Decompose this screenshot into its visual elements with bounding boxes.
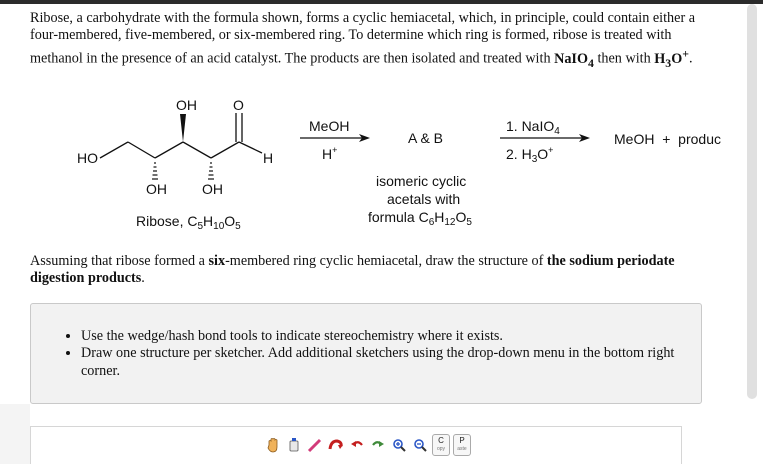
- instruction-item: • Use the wedge/hash bond tools to indicate stereochemistry where it exists.: [81, 328, 701, 345]
- instruction-item: • Draw one structure per sketcher. Add additional sketchers using the drop-down menu in the bottom right corner.: [81, 345, 701, 380]
- redo-icon[interactable]: [369, 435, 387, 455]
- label-oh-bottom-1: OH: [146, 181, 167, 197]
- erase-icon[interactable]: [285, 435, 303, 455]
- step1-catalyst: H+: [322, 145, 338, 162]
- intermediates-label: A & B: [408, 130, 444, 146]
- hand-icon[interactable]: [264, 435, 282, 455]
- isomeric-line-2: acetals with: [387, 191, 461, 207]
- lasso-icon[interactable]: [327, 435, 345, 455]
- ribose-formula: Ribose, $C_5H_{10}O_5$: [136, 213, 241, 232]
- label-o-top: O: [233, 97, 244, 113]
- label-oh-bottom-2: OH: [202, 181, 223, 197]
- label-ho: HO: [77, 150, 98, 166]
- step2-reagent-2: 2. $H_3O^+$: [506, 145, 554, 165]
- undo-icon[interactable]: [348, 435, 366, 455]
- label-h: H: [263, 150, 274, 166]
- side-panel: [0, 404, 30, 464]
- question-text: Ribose, a carbohydrate with the formula shown, forms a cyclic hemiacetal, which, in principle, could contain either a four-membered, five-membered, or six-membered ring. To determine which ring is formed, ribose is treated with methanol in the presence of an acid catalyst. The products are then isolated and treated with NaIO$_4$ then with $H_3O^+$.: [30, 10, 696, 70]
- isomeric-formula: formula $C_6H_{12}O_5$: [368, 209, 472, 228]
- hash-bond-2: [208, 163, 214, 179]
- reaction-scheme: [0, 85, 763, 245]
- wedge-bond: [180, 114, 186, 142]
- step1-reagent: MeOH: [309, 118, 350, 134]
- reagent-naio4: NaIO$_4$: [554, 50, 594, 70]
- paste-button[interactable]: P aste: [453, 434, 471, 456]
- instructions-box: [30, 303, 702, 404]
- zoom-in-icon[interactable]: [390, 435, 408, 455]
- products-label: MeOH + produc: [614, 131, 721, 147]
- top-bar: [0, 0, 763, 4]
- step2-reagent-1: 1. NaIO$_4$: [506, 118, 560, 137]
- sketcher-toolbar: [264, 433, 471, 457]
- reagent-h3o: $H_3O^+$: [654, 45, 689, 70]
- label-oh-top: OH: [176, 97, 197, 113]
- zoom-out-icon[interactable]: [411, 435, 429, 455]
- copy-button[interactable]: C opy: [432, 434, 450, 456]
- hash-bond-1: [152, 163, 158, 179]
- isomeric-line-1: isomeric cyclic: [376, 173, 467, 189]
- pen-icon[interactable]: [306, 435, 324, 455]
- prompt-text: Assuming that ribose formed a six-membered ring cyclic hemiacetal, draw the structure of the sodium periodate digestion products.: [30, 253, 675, 287]
